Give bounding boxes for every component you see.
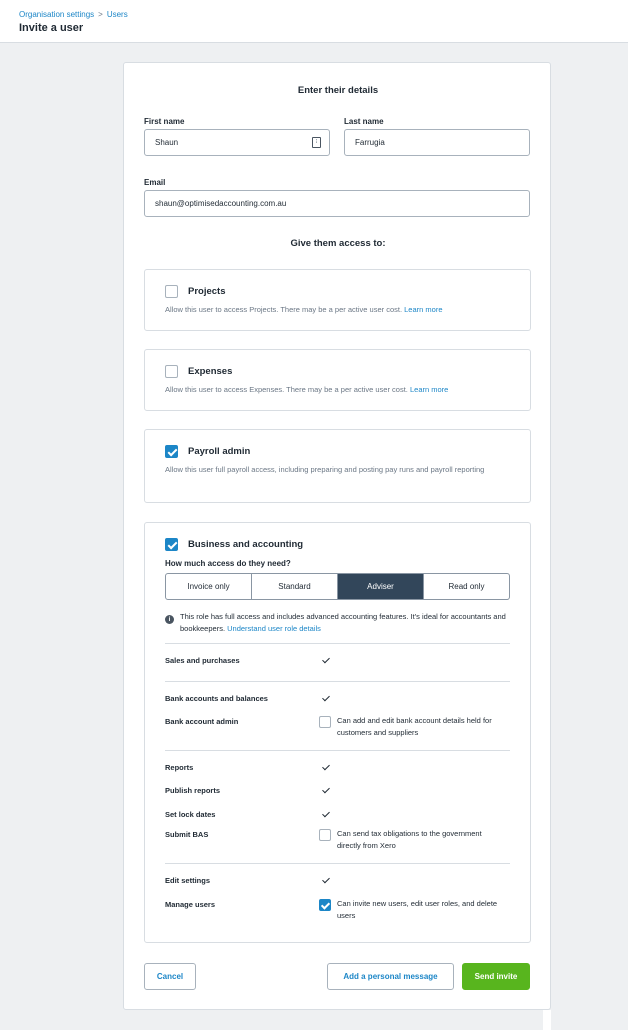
lock-dates-check-icon — [321, 810, 330, 819]
bank-admin-description: Can add and edit bank account details held for customers and suppliers — [337, 716, 492, 737]
business-accounting-checkbox[interactable] — [165, 538, 178, 551]
expenses-desc-text: Allow this user to access Expenses. There may be a per active user cost. — [165, 385, 408, 394]
perm-bank-admin-label: Bank account admin — [165, 717, 239, 726]
perm-lock-dates-label: Set lock dates — [165, 810, 216, 819]
submit-bas-description: Can send tax obligations to the government directly from Xero — [337, 829, 482, 850]
projects-section — [144, 269, 531, 331]
add-personal-message-button[interactable]: Add a personal message — [327, 963, 454, 990]
last-name-field[interactable] — [344, 129, 530, 156]
divider — [165, 681, 510, 682]
email-label: Email — [144, 178, 166, 187]
edit-settings-check-icon — [321, 876, 330, 885]
last-name-label: Last name — [344, 117, 384, 126]
projects-desc-text: Allow this user to access Projects. There may be a per active user cost. — [165, 305, 403, 314]
scroll-strip — [543, 1010, 551, 1030]
option-standard[interactable]: Standard — [252, 574, 338, 599]
divider — [165, 863, 510, 864]
access-level-question: How much access do they need? — [165, 559, 291, 568]
invite-form-card — [123, 62, 551, 1010]
perm-reports-label: Reports — [165, 763, 194, 772]
contact-card-icon[interactable]: ⁝ — [312, 137, 321, 148]
option-invoice-only[interactable]: Invoice only — [166, 574, 252, 599]
access-level-selector — [165, 573, 510, 600]
breadcrumb — [19, 10, 128, 19]
payroll-admin-checkbox[interactable] — [165, 445, 178, 458]
expenses-section — [144, 349, 531, 411]
perm-sales-label: Sales and purchases — [165, 656, 240, 665]
email-value: shaun@optimisedaccounting.com.au — [155, 199, 287, 208]
option-read-only[interactable]: Read only — [448, 582, 485, 591]
submit-bas-checkbox[interactable] — [319, 829, 331, 841]
expenses-learn-more-link[interactable]: Learn more — [409, 385, 449, 394]
role-info — [180, 611, 515, 635]
perm-bank-balances-label: Bank accounts and balances — [165, 694, 268, 703]
option-adviser[interactable]: Adviser — [338, 574, 424, 599]
breadcrumb-users[interactable]: Users — [106, 10, 128, 19]
details-heading: Enter their details — [297, 85, 379, 96]
divider — [165, 750, 510, 751]
cancel-button[interactable]: Cancel — [144, 963, 196, 990]
publish-reports-check-icon — [321, 786, 330, 795]
projects-title: Projects — [188, 286, 226, 297]
projects-description — [165, 304, 443, 316]
payroll-admin-description: Allow this user full payroll access, including preparing and posting pay runs and payroll reporting — [165, 465, 485, 474]
perm-edit-settings-label: Edit settings — [165, 876, 211, 885]
projects-checkbox[interactable] — [165, 285, 178, 298]
bank-balances-check-icon — [321, 694, 330, 703]
manage-users-checkbox[interactable] — [319, 899, 331, 911]
sales-check-icon — [321, 656, 330, 665]
first-name-label: First name — [144, 117, 185, 126]
user-role-details-link[interactable]: Understand user role details — [227, 624, 321, 633]
breadcrumb-separator: > — [98, 10, 103, 19]
first-name-field[interactable] — [144, 129, 330, 156]
expenses-description — [165, 384, 448, 396]
page-title: Invite a user — [19, 22, 84, 34]
bank-admin-checkbox[interactable] — [319, 716, 331, 728]
role-info-text: This role has full access and includes advanced accounting features. It's ideal for accountants and bookkeepers. — [180, 612, 506, 633]
access-heading: Give them access to: — [290, 238, 386, 249]
expenses-title: Expenses — [188, 366, 233, 377]
payroll-admin-section — [144, 429, 531, 503]
divider — [165, 643, 510, 644]
perm-publish-reports-label: Publish reports — [165, 786, 221, 795]
expenses-checkbox[interactable] — [165, 365, 178, 378]
send-invite-button[interactable]: Send invite — [462, 963, 530, 990]
info-icon: i — [165, 615, 174, 624]
top-bar — [0, 0, 628, 43]
first-name-value: Shaun — [155, 138, 179, 147]
payroll-admin-title: Payroll admin — [188, 446, 251, 457]
email-field[interactable] — [144, 190, 530, 217]
projects-learn-more-link[interactable]: Learn more — [404, 305, 443, 314]
last-name-value: Farrugia — [355, 138, 385, 147]
business-accounting-title: Business and accounting — [188, 539, 304, 550]
reports-check-icon — [321, 763, 330, 772]
perm-submit-bas-label: Submit BAS — [165, 830, 209, 839]
manage-users-description: Can invite new users, edit user roles, and delete users — [337, 899, 498, 920]
perm-manage-users-label: Manage users — [165, 900, 216, 909]
business-accounting-section — [144, 522, 531, 943]
breadcrumb-organisation-settings[interactable]: Organisation settings — [19, 10, 95, 19]
